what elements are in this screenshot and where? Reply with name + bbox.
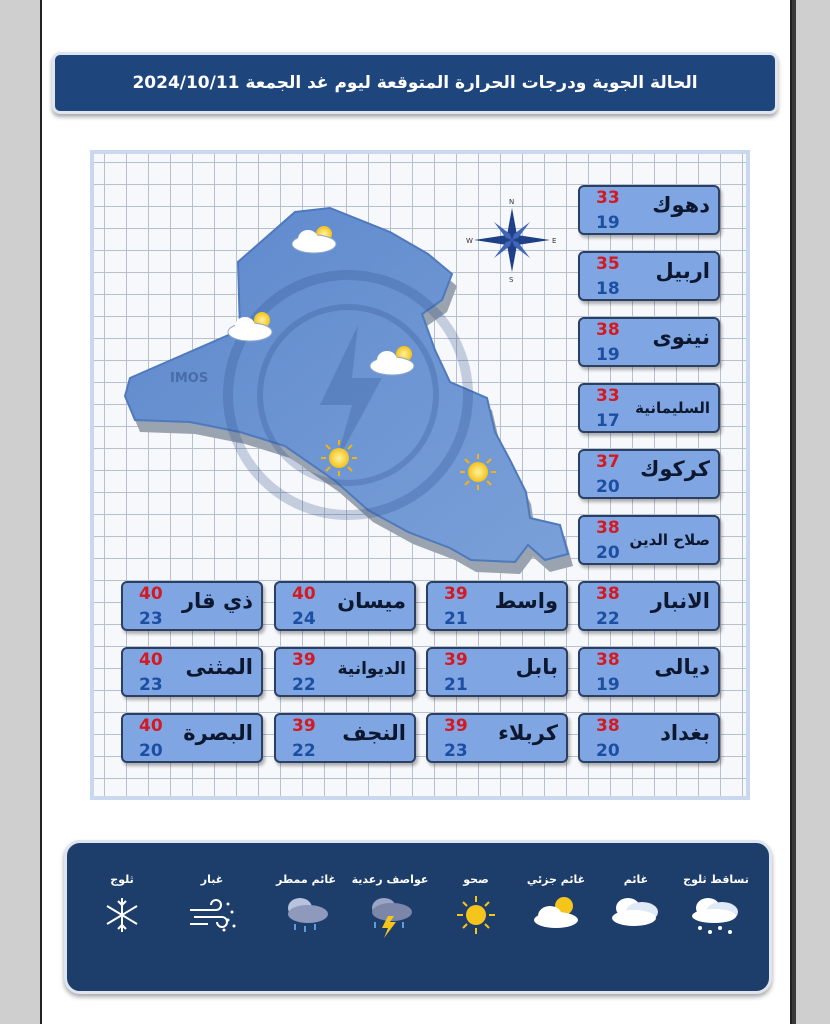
city-name: بغداد — [660, 721, 710, 745]
city-name: السليمانية — [635, 399, 710, 417]
city-name: كركوك — [640, 457, 710, 481]
legend-item-dust — [169, 873, 255, 938]
city-box-sulaymaniyah — [578, 383, 720, 433]
max-temp: 38 — [596, 716, 620, 736]
legend-item-partly-cloudy — [513, 873, 599, 938]
legend-label: غائم جزئي — [526, 873, 586, 886]
legend-label: صحو — [463, 873, 489, 886]
city-box-muthanna — [121, 647, 263, 697]
city-name: ميسان — [337, 589, 406, 613]
min-temp: 18 — [596, 279, 620, 299]
city-name: واسط — [494, 589, 558, 613]
city-name: البصرة — [183, 721, 253, 745]
min-temp: 19 — [596, 213, 620, 233]
legend-item-thunderstorm — [347, 873, 433, 938]
max-temp: 39 — [292, 716, 316, 736]
city-box-wasit — [426, 581, 568, 631]
city-box-karbala — [426, 713, 568, 763]
city-name: كربلاء — [498, 721, 558, 745]
legend-item-sunny — [433, 873, 519, 938]
max-temp: 33 — [596, 386, 620, 406]
min-temp: 22 — [596, 609, 620, 629]
weather-legend — [64, 840, 772, 994]
legend-item-rainy-cloud — [263, 873, 349, 938]
min-temp: 22 — [292, 675, 316, 695]
max-temp: 39 — [444, 584, 468, 604]
max-temp: 38 — [596, 650, 620, 670]
title-text: الحالة الجوية ودرجات الحرارة المتوقعة ليوم غد الجمعة 2024/10/11 — [132, 73, 698, 93]
min-temp: 21 — [444, 609, 468, 629]
sunny-icon — [446, 892, 506, 938]
legend-label: تساقط ثلوج — [683, 873, 749, 886]
min-temp: 24 — [292, 609, 316, 629]
max-temp: 40 — [139, 650, 163, 670]
max-temp: 35 — [596, 254, 620, 274]
city-name: اربيل — [655, 259, 710, 283]
legend-item-cloudy — [593, 873, 679, 938]
compass-w: W — [466, 237, 473, 245]
city-name: الانبار — [650, 589, 710, 613]
city-box-salahaddin — [578, 515, 720, 565]
city-name: النجف — [342, 721, 406, 745]
watermark-text: IMOS — [170, 371, 209, 386]
max-temp: 40 — [139, 716, 163, 736]
min-temp: 22 — [292, 741, 316, 761]
max-temp: 33 — [596, 188, 620, 208]
legend-label: غبار — [200, 873, 224, 886]
city-name: بابل — [515, 655, 558, 679]
city-box-diwaniyah — [274, 647, 416, 697]
city-box-najaf — [274, 713, 416, 763]
city-box-erbil — [578, 251, 720, 301]
min-temp: 23 — [139, 609, 163, 629]
max-temp: 39 — [444, 650, 468, 670]
max-temp: 39 — [292, 650, 316, 670]
city-name: المثنى — [185, 655, 253, 679]
frame-border — [792, 0, 796, 1024]
city-name: ذي قار — [181, 589, 253, 613]
min-temp: 19 — [596, 675, 620, 695]
min-temp: 20 — [596, 741, 620, 761]
thunderstorm-icon — [360, 892, 420, 938]
city-box-dhiqar — [121, 581, 263, 631]
compass-e: E — [552, 237, 557, 245]
city-box-basra — [121, 713, 263, 763]
city-name: ديالى — [654, 655, 710, 679]
city-box-anbar — [578, 581, 720, 631]
dust-icon — [182, 892, 242, 938]
min-temp: 19 — [596, 345, 620, 365]
compass-n: N — [509, 198, 515, 206]
city-name: صلاح الدين — [629, 531, 710, 549]
min-temp: 17 — [596, 411, 620, 431]
page-title — [52, 52, 778, 114]
city-box-baghdad — [578, 713, 720, 763]
city-box-diyala — [578, 647, 720, 697]
max-temp: 38 — [596, 320, 620, 340]
max-temp: 40 — [292, 584, 316, 604]
city-box-kirkuk — [578, 449, 720, 499]
max-temp: 38 — [596, 584, 620, 604]
snowfall-icon — [686, 892, 746, 938]
city-name: نينوى — [652, 325, 710, 349]
min-temp: 23 — [139, 675, 163, 695]
partly-cloudy-icon — [526, 892, 586, 938]
min-temp: 23 — [444, 741, 468, 761]
legend-item-snow — [79, 873, 165, 938]
legend-label: عواصف رعدية — [351, 873, 429, 886]
compass-rose-icon — [466, 198, 556, 284]
legend-label: ثلوج — [110, 873, 134, 886]
compass-s: S — [509, 276, 514, 284]
min-temp: 21 — [444, 675, 468, 695]
min-temp: 20 — [596, 477, 620, 497]
legend-label: غائم ممطر — [276, 873, 336, 886]
legend-item-snowfall — [673, 873, 759, 938]
city-box-babylon — [426, 647, 568, 697]
max-temp: 40 — [139, 584, 163, 604]
city-box-nineveh — [578, 317, 720, 367]
city-name: دهوك — [652, 193, 710, 217]
city-box-duhok — [578, 185, 720, 235]
min-temp: 20 — [139, 741, 163, 761]
legend-label: غائم — [623, 873, 649, 886]
max-temp: 38 — [596, 518, 620, 538]
city-box-maysan — [274, 581, 416, 631]
max-temp: 39 — [444, 716, 468, 736]
min-temp: 20 — [596, 543, 620, 563]
rainy-cloud-icon — [276, 892, 336, 938]
city-name: الديوانية — [337, 659, 406, 679]
max-temp: 37 — [596, 452, 620, 472]
cloudy-icon — [606, 892, 666, 938]
snowflake-icon — [92, 892, 152, 938]
